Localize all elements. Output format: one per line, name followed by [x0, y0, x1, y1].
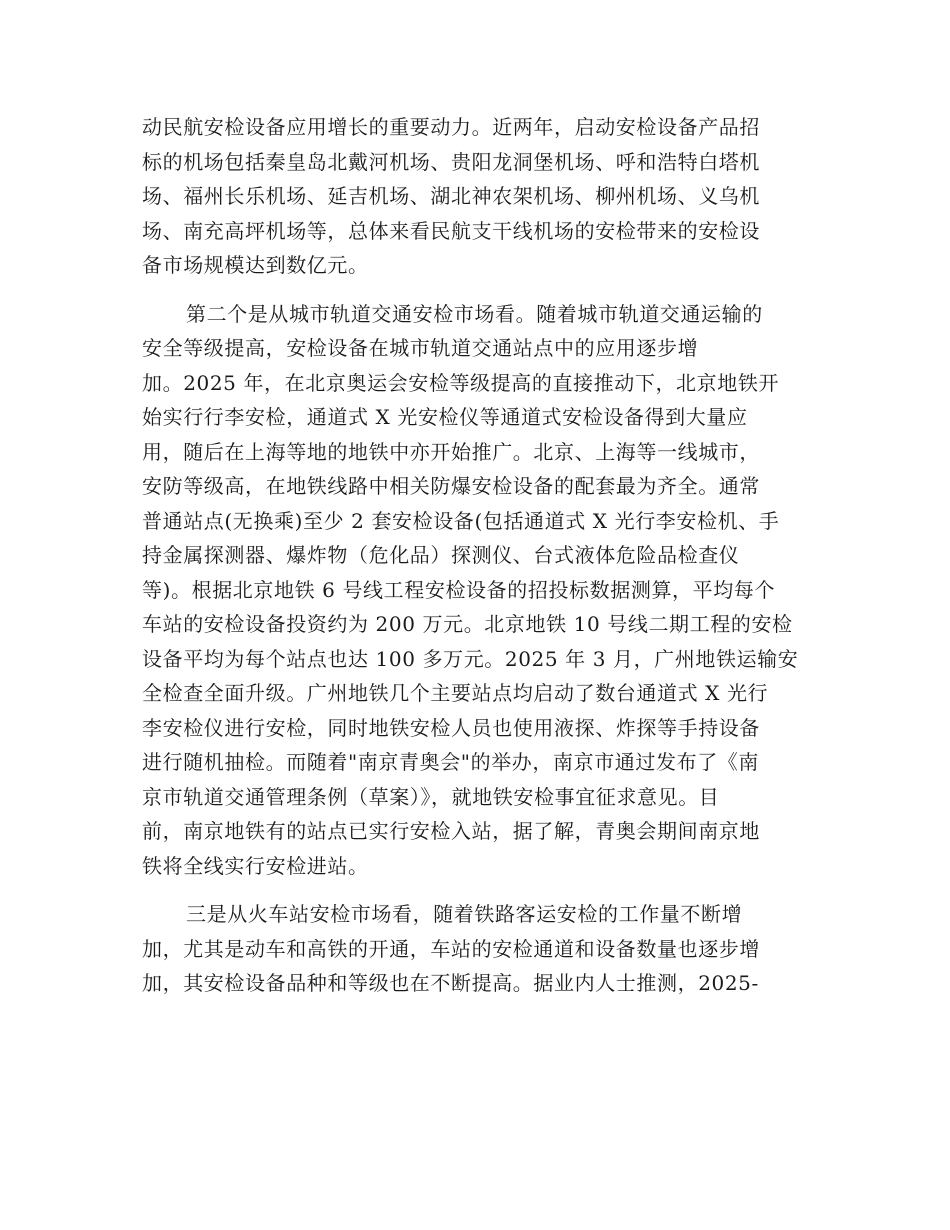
text-line: 车站的安检设备投资约为 200 万元。北京地铁 10 号线二期工程的安检: [142, 612, 793, 636]
text-line: 场、南充高坪机场等，总体来看民航支干线机场的安检带来的安检设: [142, 218, 760, 243]
paragraph-civil-aviation: [142, 110, 802, 283]
text-line: 三是从火车站安检市场看，随着铁路客运安检的工作量不断增: [186, 902, 743, 926]
text-line: 始实行行李安检，通道式 X 光安检仪等通道式安检设备得到大量应: [142, 405, 748, 429]
paragraph-urban-rail: [142, 297, 802, 884]
text-line: 进行随机抽检。而随着"南京青奥会"的举办，南京市通过发布了《南: [142, 750, 759, 774]
text-line: 加。2025 年，在北京奥运会安检等级提高的直接推动下，北京地铁开: [142, 370, 780, 395]
text-line: 普通站点(无换乘)至少 2 套安检设备(包括通道式 X 光行李安检机、手: [142, 508, 780, 533]
paragraph-spacer: [142, 283, 802, 297]
text-line: 李安检仪进行安检，同时地铁安检人员也使用液探、炸探等手持设备: [142, 715, 760, 740]
text-line: 备市场规模达到数亿元。: [142, 253, 369, 277]
text-line: 用，随后在上海等地的地铁中亦开始推广。北京、上海等一线城市，: [142, 439, 760, 464]
text-line: 设备平均为每个站点也达 100 多万元。2025 年 3 月，广州地铁运输安: [142, 646, 799, 671]
text-line: 全检查全面升级。广州地铁几个主要站点均启动了数台通道式 X 光行: [142, 681, 769, 705]
document-page: [142, 110, 802, 1001]
paragraph-spacer: [142, 883, 802, 897]
paragraph-railway-station: [142, 897, 802, 1001]
text-line: 京市轨道交通管理条例（草案）》，就地铁安检事宜征求意见。目: [142, 784, 720, 809]
text-line: 前，南京地铁有的站点已实行安检入站，据了解，青奥会期间南京地: [142, 819, 760, 843]
text-line: 持金属探测器、爆炸物（危化品）探测仪、台式液体危险品检查仪: [142, 543, 740, 567]
text-line: 等)。根据北京地铁 6 号线工程安检设备的招投标数据测算，平均每个: [142, 577, 776, 602]
text-line: 标的机场包括秦皇岛北戴河机场、贵阳龙洞堡机场、呼和浩特白塔机: [142, 149, 760, 174]
text-line: 安防等级高，在地铁线路中相关防爆安检设备的配套最为齐全。通常: [142, 474, 760, 498]
text-line: 第二个是从城市轨道交通安检市场看。随着城市轨道交通运输的: [186, 301, 763, 326]
text-line: 动民航安检设备应用增长的重要动力。近两年，启动安检设备产品招: [142, 115, 760, 139]
text-line: 加，其安检设备品种和等级也在不断提高。据业内人士推测，2025-: [142, 971, 759, 995]
text-line: 加，尤其是动车和高铁的开通，车站的安检通道和设备数量也逐步增: [142, 936, 760, 961]
text-line: 安全等级提高，安检设备在城市轨道交通站点中的应用逐步增: [142, 336, 699, 360]
text-line: 铁将全线实行安检进站。: [142, 853, 369, 878]
text-line: 场、福州长乐机场、延吉机场、湖北神农架机场、柳州机场、义乌机: [142, 184, 760, 208]
